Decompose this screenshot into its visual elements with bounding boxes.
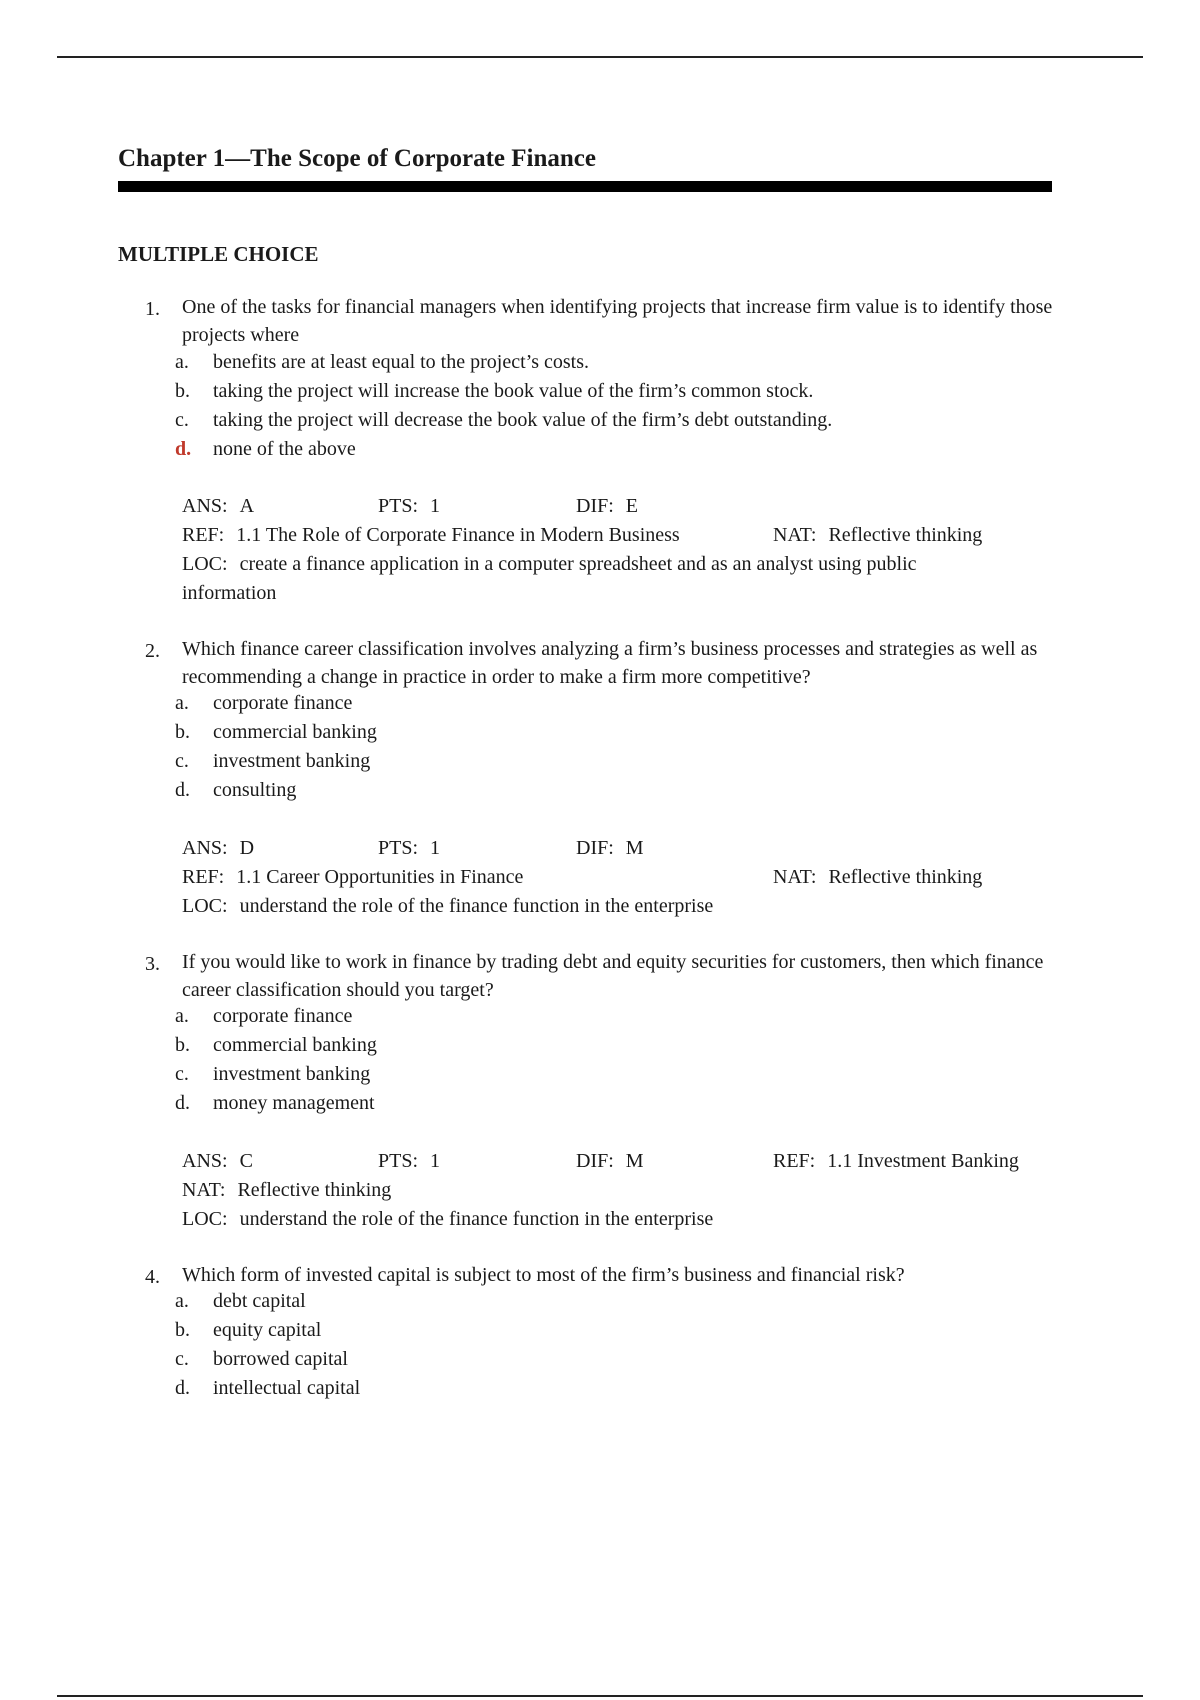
question-number: 1. bbox=[145, 298, 160, 320]
title-underline-bar bbox=[118, 181, 1052, 192]
question-stem: One of the tasks for financial managers when identifying projects that increase firm value is to identify those projects where bbox=[182, 296, 1053, 346]
option-d[interactable] bbox=[0, 1092, 1200, 1120]
answer-field: ANS: D bbox=[182, 837, 255, 859]
option-b[interactable] bbox=[0, 721, 1200, 749]
option-text: consulting bbox=[213, 779, 297, 801]
option-a[interactable] bbox=[0, 351, 1200, 379]
question-number: 4. bbox=[145, 1266, 160, 1288]
option-letter: d. bbox=[175, 779, 190, 801]
reference-field: REF: 1.1 Investment Banking bbox=[773, 1150, 1019, 1172]
page-bottom-rule bbox=[57, 1695, 1143, 1697]
option-text: taking the project will increase the book value of the firm’s common stock. bbox=[213, 380, 814, 402]
difficulty-field: DIF: M bbox=[576, 837, 644, 859]
option-c[interactable] bbox=[0, 750, 1200, 778]
location-value: understand the role of the finance function in the enterprise bbox=[239, 1208, 714, 1230]
points-value: 1 bbox=[430, 837, 441, 859]
option-letter: a. bbox=[175, 1005, 189, 1027]
difficulty-field: DIF: E bbox=[576, 495, 639, 517]
option-letter: b. bbox=[175, 1319, 190, 1341]
option-b[interactable] bbox=[0, 1034, 1200, 1062]
option-b[interactable] bbox=[0, 1319, 1200, 1347]
option-letter: c. bbox=[175, 1348, 189, 1370]
nat-value: Reflective thinking bbox=[237, 1179, 392, 1201]
difficulty-value: M bbox=[625, 837, 644, 859]
nat-field: NAT: Reflective thinking bbox=[182, 1179, 392, 1201]
answer-value: D bbox=[239, 837, 255, 859]
option-a[interactable] bbox=[0, 1005, 1200, 1033]
option-letter: c. bbox=[175, 1063, 189, 1085]
option-text: equity capital bbox=[213, 1319, 322, 1341]
option-text: commercial banking bbox=[213, 1034, 377, 1056]
reference-field: REF: 1.1 Career Opportunities in Finance bbox=[182, 866, 524, 888]
difficulty-value: M bbox=[625, 1150, 644, 1172]
option-text: corporate finance bbox=[213, 1005, 353, 1027]
difficulty-field: DIF: M bbox=[576, 1150, 644, 1172]
option-c[interactable] bbox=[0, 1063, 1200, 1091]
difficulty-value: E bbox=[625, 495, 639, 517]
reference-value: 1.1 Investment Banking bbox=[827, 1150, 1019, 1172]
question-number: 2. bbox=[145, 640, 160, 662]
location-field: LOC: understand the role of the finance function in the enterprise bbox=[182, 1208, 714, 1230]
location-field: LOC: create a finance application in a computer spreadsheet and as an analyst using public bbox=[182, 553, 917, 575]
page-top-rule bbox=[57, 56, 1143, 58]
points-field: PTS: 1 bbox=[378, 837, 441, 859]
question-stem: Which finance career classification involves analyzing a firm’s business processes and strategies as well as recommending a change in practice in order to make a firm more competitive? bbox=[182, 638, 1038, 688]
reference-value: 1.1 Career Opportunities in Finance bbox=[236, 866, 524, 888]
option-d[interactable] bbox=[0, 1377, 1200, 1405]
location-value: understand the role of the finance function in the enterprise bbox=[239, 895, 714, 917]
option-d[interactable] bbox=[0, 779, 1200, 807]
option-text: money management bbox=[213, 1092, 375, 1114]
option-text: intellectual capital bbox=[213, 1377, 361, 1399]
option-letter-highlighted: d. bbox=[175, 438, 192, 460]
answer-value: A bbox=[239, 495, 255, 517]
option-text: commercial banking bbox=[213, 721, 377, 743]
reference-value: 1.1 The Role of Corporate Finance in Modern Business bbox=[236, 524, 680, 546]
option-text: taking the project will decrease the book value of the firm’s debt outstanding. bbox=[213, 409, 833, 431]
option-text: investment banking bbox=[213, 1063, 371, 1085]
option-text: debt capital bbox=[213, 1290, 306, 1312]
option-a[interactable] bbox=[0, 692, 1200, 720]
points-field: PTS: 1 bbox=[378, 495, 441, 517]
option-letter: c. bbox=[175, 750, 189, 772]
option-letter: d. bbox=[175, 1377, 190, 1399]
option-letter: a. bbox=[175, 692, 189, 714]
option-a[interactable] bbox=[0, 1290, 1200, 1318]
answer-value: C bbox=[239, 1150, 253, 1172]
location-value: create a finance application in a computer spreadsheet and as an analyst using public bbox=[239, 553, 917, 575]
option-letter: c. bbox=[175, 409, 189, 431]
reference-field: REF: 1.1 The Role of Corporate Finance in Modern Business bbox=[182, 524, 680, 546]
location-field: LOC: understand the role of the finance function in the enterprise bbox=[182, 895, 714, 917]
points-field: PTS: 1 bbox=[378, 1150, 441, 1172]
option-c[interactable] bbox=[0, 409, 1200, 437]
option-text: none of the above bbox=[213, 438, 356, 460]
option-c[interactable] bbox=[0, 1348, 1200, 1376]
nat-field: NAT: Reflective thinking bbox=[773, 524, 983, 546]
option-letter: a. bbox=[175, 351, 189, 373]
question-stem: If you would like to work in finance by trading debt and equity securities for customers, then which finance career classification should you target? bbox=[182, 951, 1044, 1001]
answer-field: ANS: A bbox=[182, 495, 255, 517]
option-b[interactable] bbox=[0, 380, 1200, 408]
option-letter: a. bbox=[175, 1290, 189, 1312]
nat-value: Reflective thinking bbox=[828, 866, 983, 888]
option-letter: b. bbox=[175, 1034, 190, 1056]
option-text: investment banking bbox=[213, 750, 371, 772]
section-heading: MULTIPLE CHOICE bbox=[118, 242, 319, 266]
nat-field: NAT: Reflective thinking bbox=[773, 866, 983, 888]
question-number: 3. bbox=[145, 953, 160, 975]
points-value: 1 bbox=[430, 495, 441, 517]
option-text: borrowed capital bbox=[213, 1348, 348, 1370]
option-letter: b. bbox=[175, 380, 190, 402]
option-letter: b. bbox=[175, 721, 190, 743]
points-value: 1 bbox=[430, 1150, 441, 1172]
question-stem: Which form of invested capital is subject to most of the firm’s business and financial risk? bbox=[182, 1264, 905, 1286]
option-letter: d. bbox=[175, 1092, 190, 1114]
option-text: corporate finance bbox=[213, 692, 353, 714]
location-value-continued: information bbox=[182, 582, 277, 604]
chapter-title: Chapter 1—The Scope of Corporate Finance bbox=[118, 145, 596, 172]
answer-field: ANS: C bbox=[182, 1150, 253, 1172]
option-d[interactable] bbox=[0, 438, 1200, 466]
nat-value: Reflective thinking bbox=[828, 524, 983, 546]
option-text: benefits are at least equal to the project’s costs. bbox=[213, 351, 589, 373]
